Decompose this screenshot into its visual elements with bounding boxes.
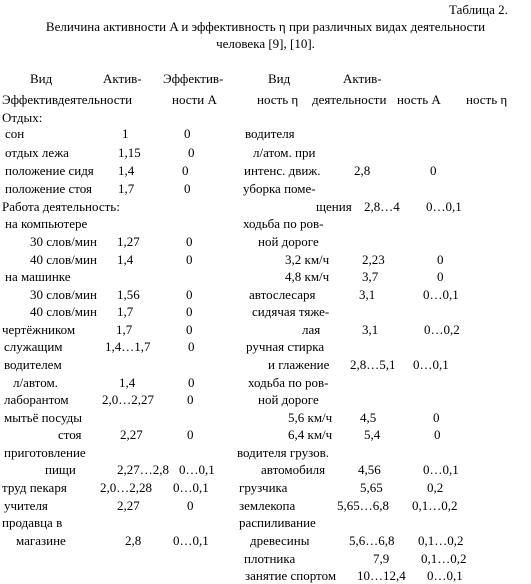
table-cell: автослесаря (249, 287, 316, 302)
table-cell: 0 (184, 126, 191, 141)
table-cell: 40 слов/мин (30, 304, 97, 319)
column-header: Эффектив- (163, 71, 224, 86)
table-cell: 0 (437, 252, 444, 267)
table-cell: 7,9 (373, 551, 390, 566)
table-cell: 0 (430, 163, 437, 178)
table-cell: 1,4 (117, 252, 134, 267)
table-cell: 2,27 (117, 498, 140, 513)
table-cell: 1,15 (118, 145, 141, 160)
table-cell: 0…0,1 (423, 287, 459, 302)
table-cell: 1,7 (118, 181, 135, 196)
table-cell: 30 слов/мин (30, 234, 97, 249)
table-cell: 0 (186, 287, 193, 302)
table-cell: 5,4 (364, 427, 381, 442)
table-cell: труд пекаря (2, 480, 67, 495)
table-cell: 2,8 (125, 533, 142, 548)
table-cell: 0…0,1 (426, 199, 462, 214)
table-cell: 1,4 (118, 163, 135, 178)
table-cell: продавца в (2, 515, 63, 530)
table-cell: 3,2 км/ч (285, 252, 330, 267)
table-cell: и глажение (268, 357, 330, 372)
table-cell: 5,65 (360, 480, 383, 495)
table-cell: сон (5, 126, 25, 141)
table-cell: 1,7 (116, 322, 133, 337)
table-cell: 3,7 (362, 269, 379, 284)
table-cell: 0 (186, 252, 193, 267)
table-cell: Работа деятельность: (2, 199, 120, 214)
table-cell: древесины (250, 533, 310, 548)
table-cell: 3,1 (359, 287, 376, 302)
table-cell: 1,7 (117, 304, 134, 319)
table-cell: 0…0,1 (173, 480, 209, 495)
table-cell: 4,56 (358, 462, 381, 477)
table-cell: 0…0,1 (173, 533, 209, 548)
table-cell: 10…12,4 (357, 568, 406, 583)
table-cell: 0…0,1 (413, 357, 449, 372)
table-cell: 2,23 (362, 252, 385, 267)
table-cell: на машинке (5, 269, 71, 284)
table-cell: пищи (45, 462, 76, 477)
table-cell: 0 (187, 392, 194, 407)
table-cell: л/автом. (13, 375, 58, 390)
table-cell: 4,8 км/ч (285, 269, 330, 284)
table-cell: 2,27 (120, 427, 143, 442)
table-cell: 0,2 (427, 480, 444, 495)
table-cell: 5,6 км/ч (288, 410, 333, 425)
table-cell: интенс. движ. (244, 163, 321, 178)
column-header: Вид (268, 71, 291, 86)
table-cell: ной дороге (258, 234, 319, 249)
table-cell: 2,0…2,27 (102, 392, 154, 407)
table-cell: 2,27…2,8 (117, 462, 169, 477)
table-cell: 0 (187, 427, 194, 442)
column-header: Вид (30, 71, 53, 86)
table-cell: 2,0…2,28 (100, 480, 152, 495)
table-number: Таблица 2. (449, 2, 508, 17)
table-cell: учителя (4, 498, 48, 513)
table-cell: положение стоя (5, 181, 92, 196)
table-cell: водителем (4, 357, 62, 372)
table-cell: магазине (16, 533, 66, 548)
table-cell: уборка поме- (243, 181, 316, 196)
table-cell: ной дороге (258, 392, 319, 407)
table-cell: 0,1…0,2 (418, 533, 464, 548)
table-cell: занятие спортом (245, 568, 337, 583)
table-cell: 0,1…0,2 (421, 551, 467, 566)
table-cell: 0,1…0,2 (412, 498, 458, 513)
table-cell: водителя (245, 126, 295, 141)
table-caption-line-1: Величина активности A и эффективность η при различных видах деятельности (45, 19, 486, 34)
table-cell: 1,56 (117, 287, 140, 302)
table-cell: 0 (188, 145, 195, 160)
table-cell: ручная стирка (246, 339, 325, 354)
table-cell: 3,1 (362, 322, 379, 337)
table-cell: 0 (186, 234, 193, 249)
table-cell: 40 слов/мин (30, 252, 97, 267)
column-header: Эффективдеятельности (2, 92, 133, 107)
table-cell: 2,8…4 (364, 199, 400, 214)
table-cell: ходьба по ров- (243, 216, 324, 231)
table-cell: 1,27 (117, 234, 140, 249)
table-cell: 0 (188, 339, 195, 354)
table-cell: водителя грузов. (237, 445, 330, 460)
table-cell: л/атом. при (253, 145, 316, 160)
table-cell: 0…0,1 (427, 568, 463, 583)
table-cell: приготовление (4, 445, 86, 460)
table-caption-line-2: человека [9], [10]. (216, 36, 315, 51)
table-cell: 0 (434, 427, 441, 442)
table-cell: отдых лежа (5, 145, 69, 160)
column-header: Актив- (343, 71, 382, 86)
table-cell: 0 (433, 410, 440, 425)
table-cell: служащим (4, 339, 63, 354)
table-cell: 0 (437, 269, 444, 284)
table-cell: сидячая тяже- (252, 304, 330, 319)
table-cell: 0…0,1 (423, 462, 459, 477)
table-cell: положение сидя (5, 163, 94, 178)
table-cell: Отдых: (2, 110, 43, 125)
table-cell: грузчика (239, 480, 288, 495)
table-cell: 4,5 (360, 410, 377, 425)
column-header: Актив- (103, 71, 142, 86)
column-header: ности A (172, 92, 217, 107)
table-cell: 0 (187, 498, 194, 513)
column-header: ность η (466, 92, 508, 107)
table-cell: распиливание (239, 515, 316, 530)
table-cell: 5,6…6,8 (349, 533, 395, 548)
column-header: деятельности (312, 92, 387, 107)
column-header: ность A (397, 92, 441, 107)
table-cell: автомобиля (261, 462, 326, 477)
table-cell: лаборантом (4, 392, 69, 407)
table-cell: 5,65…6,8 (337, 498, 389, 513)
table-cell: 1 (122, 126, 129, 141)
table-cell: 0 (182, 163, 189, 178)
table-cell: 6,4 км/ч (288, 427, 333, 442)
table-cell: 0…0,1 (179, 462, 215, 477)
table-cell: 30 слов/мин (30, 287, 97, 302)
table-cell: лая (302, 322, 321, 337)
table-cell: землекопа (239, 498, 296, 513)
table-cell: 0 (184, 181, 191, 196)
table-cell: 0…0,2 (424, 322, 460, 337)
table-cell: щения (316, 199, 352, 214)
table-cell: чертёжником (2, 322, 76, 337)
column-header: ность η (257, 92, 299, 107)
table-cell: 0 (186, 304, 193, 319)
table-cell: 1,4…1,7 (105, 339, 151, 354)
table-cell: на компьютере (5, 216, 88, 231)
table-cell: плотника (244, 551, 296, 566)
table-cell: 2,8 (354, 163, 371, 178)
table-cell: ходьба по ров- (248, 375, 329, 390)
table-cell: мытьё посуды (4, 410, 82, 425)
table-cell: стоя (58, 427, 82, 442)
table-cell: 0 (188, 375, 195, 390)
table-cell: 0 (186, 322, 193, 337)
table-cell: 1,4 (119, 375, 136, 390)
table-cell: 2,8…5,1 (350, 357, 396, 372)
